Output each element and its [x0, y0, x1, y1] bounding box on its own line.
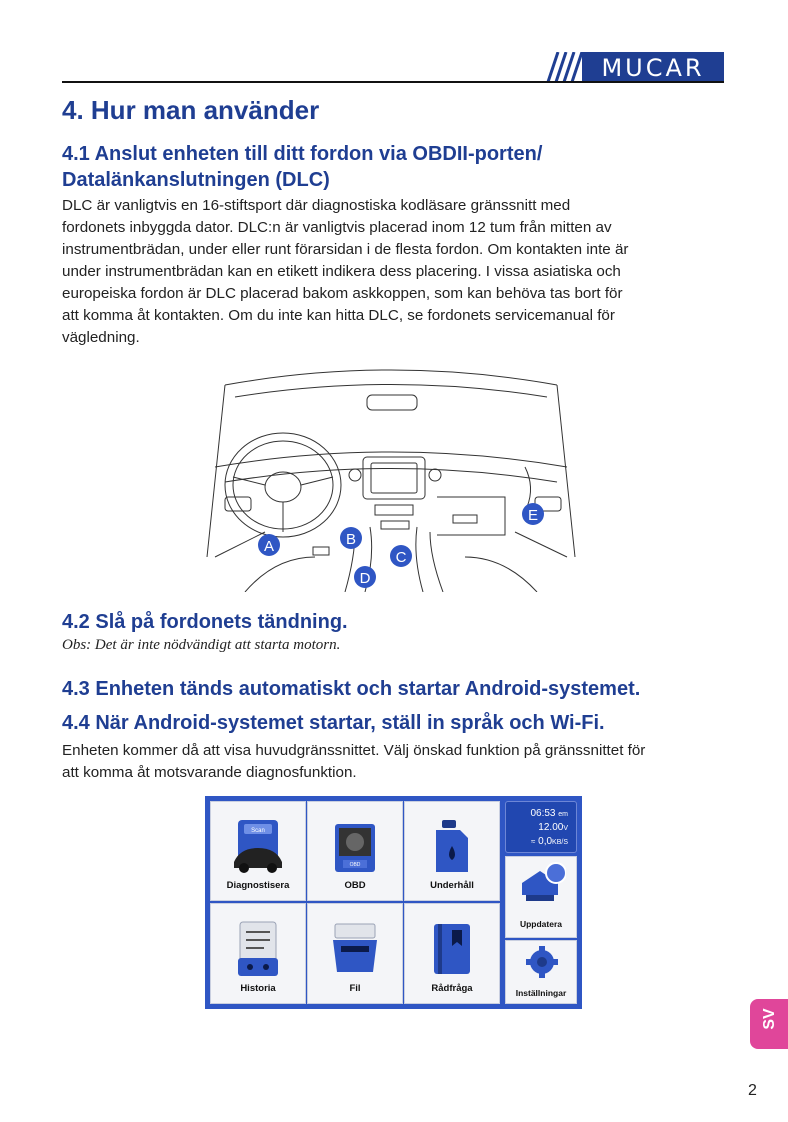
- svg-text:D: D: [359, 570, 371, 587]
- body-line: att komma åt motsvarande diagnosfunktion.: [62, 764, 357, 781]
- body-4-1: [62, 195, 628, 349]
- file-connector-icon: [331, 920, 379, 978]
- tile-label: OBD: [344, 880, 366, 891]
- note-4-2: Obs: Det är inte nödvändigt att starta motorn.: [62, 637, 341, 653]
- section-title: 4. Hur man använder: [62, 95, 320, 125]
- tile-underhall[interactable]: [404, 801, 500, 901]
- status-speed: ≈ 0,0KB/S: [530, 836, 568, 847]
- tile-label: Diagnostisera: [226, 880, 290, 891]
- language-tab: [750, 999, 788, 1049]
- heading-4-2: 4.2 Slå på fordonets tändning.: [62, 611, 348, 633]
- tile-label: Historia: [240, 983, 276, 994]
- side-button-label: Uppdatera: [519, 919, 563, 929]
- svg-text:Scan: Scan: [251, 828, 265, 834]
- obd-engine-icon: [333, 818, 377, 874]
- tile-obd[interactable]: [307, 801, 403, 901]
- body-line: att komma åt kontakten. Om du inte kan hitta DLC, se fordonets servicemanual för: [62, 307, 615, 324]
- body-line: instrumentbrädan, under eller runt förarsidan i de flesta fordon. Om kontakten inte är: [62, 241, 629, 258]
- page-number: 2: [748, 1082, 757, 1099]
- device-home-screen: [205, 796, 582, 1009]
- language-code: SV: [761, 1008, 778, 1030]
- book-icon: [430, 920, 474, 978]
- brand-name: MUCAR: [601, 54, 705, 82]
- dashboard-diagram: [205, 357, 577, 592]
- heading-4-4: 4.4 När Android-systemet startar, ställ in språk och Wi-Fi.: [62, 712, 605, 734]
- tile-fil[interactable]: [307, 903, 403, 1004]
- status-voltage: 12.00V: [538, 822, 568, 833]
- svg-text:OBD: OBD: [349, 862, 361, 868]
- tile-label: Fil: [349, 983, 361, 994]
- svg-text:C: C: [395, 549, 407, 566]
- heading-4-1-line1: 4.1 Anslut enheten till ditt fordon via OBDII-porten/: [62, 143, 543, 165]
- heading-4-1-line2: Datalänkanslutningen (DLC): [62, 169, 330, 191]
- settings-gear-icon: [525, 945, 559, 979]
- brand-logo: [544, 50, 724, 83]
- car-scan-icon: [232, 818, 284, 874]
- history-document-icon: [236, 920, 280, 978]
- side-button-uppdatera[interactable]: [505, 856, 577, 938]
- body-line: DLC är vanligtvis en 16-stiftsport där diagnostiska kodläsare gränssnitt med: [62, 197, 571, 214]
- tile-radfraga[interactable]: [404, 903, 500, 1004]
- svg-text:B: B: [345, 531, 357, 548]
- status-time: 06:53 em: [530, 808, 568, 819]
- svg-text:A: A: [263, 538, 275, 555]
- diagram-marker-c: [390, 545, 412, 567]
- header-rule: [62, 81, 724, 83]
- body-line: vägledning.: [62, 329, 140, 346]
- side-button-installningar[interactable]: [505, 940, 577, 1004]
- logo-box: [582, 52, 724, 82]
- body-line: Enheten kommer då att visa huvudgränssnittet. Välj önskad funktion på gränssnittet för: [62, 742, 646, 759]
- body-line: under instrumentbrädan kan en etikett indikera dess placering. I vissa asiatiska och: [62, 263, 621, 280]
- status-panel: [505, 801, 577, 853]
- wifi-icon: ≈: [530, 837, 536, 846]
- body-line: fordonets inbyggda dator. DLC:n är vanligtvis placerad inom 12 tum från mitten av: [62, 219, 612, 236]
- diagram-marker-d: [354, 566, 376, 588]
- diagram-marker-e: [522, 503, 544, 525]
- heading-4-3: 4.3 Enheten tänds automatiskt och startar Android-systemet.: [62, 678, 641, 700]
- tile-label: Underhåll: [430, 880, 474, 891]
- oil-can-icon: [432, 818, 472, 874]
- update-car-icon: [518, 861, 566, 907]
- logo-slashes-icon: [544, 52, 584, 82]
- diagram-marker-b: [340, 527, 362, 549]
- tile-label: Rådfråga: [431, 983, 473, 994]
- side-button-label: Inställningar: [515, 988, 567, 998]
- tile-diagnostisera[interactable]: [210, 801, 306, 901]
- diagram-marker-a: [258, 534, 280, 556]
- body-line: europeiska fordon är DLC placerad bakom askkoppen, som kan behöva tas bort för: [62, 285, 623, 302]
- svg-text:E: E: [527, 507, 539, 524]
- body-4-4: [62, 740, 645, 784]
- tile-historia[interactable]: [210, 903, 306, 1004]
